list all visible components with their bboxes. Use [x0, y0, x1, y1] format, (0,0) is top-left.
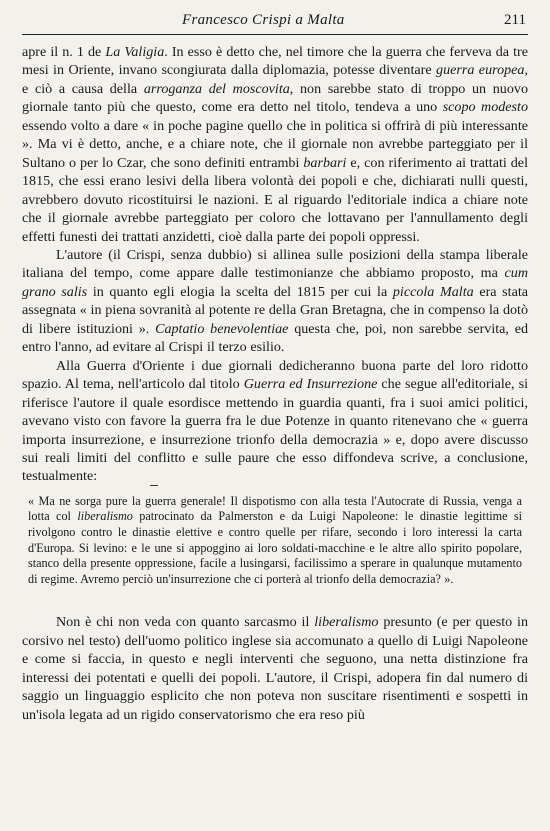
italic-run: liberalismo — [314, 614, 379, 631]
text-run: L'autore (il Crispi, senza dubbio) si allinea sulle posizioni della stampa liberale italiana del tempo, come appare dalle testimonianze che abbiamo proposto, ma — [22, 246, 528, 282]
text-run: che segue all'editoriale, si riferisce l'autore il quale esordisce mettendo in guardia quanti, fra i suoi amici politici, avevano visto con favore la guerra fra le due Potenze in quanto ritenevano che « guerra importa insurrezione, e insurrezione trionfo della democrazia » e, dopo avere discusso sui reali limiti del conflitto e sulle paure che esso diffondeva scrive, a conclusione, testualmente: — [22, 376, 528, 485]
italic-run: cum grano salis — [22, 265, 528, 300]
text-run: Non è chi non veda con quanto sarcasmo il — [56, 614, 315, 631]
italic-run: La Valigia — [105, 44, 165, 60]
text-run: patrocinato da Palmerston e da Luigi Napoleone: le dinastie legittime si rivolgono contro le dinastie elettive e contro quelle per rifare, secondo i loro interessi la carta d'Europa. Si levino: e le une si appoggino ai loro soldati-macchine e le altre allo spirito popolare, stanco della presente oppressione, facile a lusingarsi, facilissimo a sperare in qualunque mutamento di regime. Avremo perciò un'insurrezione che ci porterà al trionfo della democrazia? ». — [28, 509, 522, 586]
paragraph-3 — [22, 357, 528, 486]
italic-run: piccola Malta — [392, 283, 474, 300]
text-run: presunto (e per questo in corsivo nel testo) dell'uomo politico inglese sia accomunato a quello di Luigi Napoleone e come si faccia, in questo e negli interventi che seguono, una netta distinzione fra interessi dei potentati e quelli dei popoli. L'autore, il Crispi, adopera fin dal numero di saggio un linguaggio esplicito che non poteva non suscitare risentimenti e sospetti in un'isola legata ad un rigido conservatorismo che era reso più — [22, 614, 529, 723]
text-run: « Ma ne sorga pure la guerra generale! Il dispotismo con alla testa l'Autocrate di Russia, venga a lotta col — [28, 493, 522, 524]
italic-run: Captatio benevolentiae — [155, 320, 289, 337]
paragraph-4 — [22, 613, 528, 724]
book-page — [22, 12, 528, 724]
text-run: essendo volto a dare « in poche pagine quello che in politica si offrirà di più interessante ». Ma vi è detto, anche, e a chiare note, che il giornale non avrebbe parteggiato per il Sultano o per lo Czar, che sono definiti entrambi — [22, 117, 528, 171]
paragraph-1 — [22, 43, 528, 246]
text-run: e, con riferimento ai trattati del 1815, che essi erano lesivi della libera volontà dei popoli e che, dichiarati nulli questi, avrebbero dovuto ricostituirsi le nazioni. E al riguardo l'editoriale indica a chiare note che il giornale avrebbe parteggiato per coloro che lottavano per l'annullamento degli effetti funesti dei trattati anzidetti, cioè dalla parte dei popoli oppressi. — [22, 154, 528, 245]
text-run: . In esso è detto che, nel timore che la guerra che ferveva da tre mesi in Oriente, invano scongiurata dalla diplomazia, potesse diventare — [22, 44, 528, 79]
italic-run: liberalismo — [77, 509, 133, 524]
page-number: 211 — [504, 12, 526, 28]
text-run: apre il n. 1 de — [22, 44, 106, 60]
running-header — [22, 12, 528, 34]
block-quote — [28, 494, 522, 588]
italic-run: barbari — [303, 154, 347, 171]
section-gap — [22, 587, 528, 613]
running-title: Francesco Crispi a Malta — [182, 12, 345, 28]
text-run: , non sarebbe stato di troppo un nuovo giornale tanto più che questo, come era detto nel titolo, tendeva a uno — [22, 80, 528, 116]
body-text — [22, 43, 528, 724]
paragraph-2 — [22, 246, 528, 357]
italic-run: scopo modesto — [442, 99, 528, 116]
header-rule — [22, 34, 528, 35]
italic-run: arroganza del moscovita — [143, 80, 290, 97]
text-run: Alla Guerra d'Oriente i due giornali dedicheranno buona parte del loro ridotto spazio. Al tema, nell'articolo dal titolo — [22, 357, 528, 393]
italic-run: Guerra ed Insurrezione — [243, 376, 378, 393]
text-run: , e ciò a causa della — [22, 62, 529, 97]
text-run: questa che, poi, non sarebbe servita, ed entro l'anno, ad evitare al Crispi il terzo esilio. — [22, 320, 528, 356]
italic-run: guerra europea — [436, 62, 525, 79]
quote-dash-mark — [150, 485, 158, 486]
text-run: era stata assegnata « in piena sovranità al potente re della Gran Bretagna, che in compenso la dotò di libere istituzioni ». — [22, 283, 528, 337]
quote-text — [28, 494, 522, 588]
text-run: in quanto egli elogia la scelta del 1815 per cui la — [87, 283, 393, 300]
